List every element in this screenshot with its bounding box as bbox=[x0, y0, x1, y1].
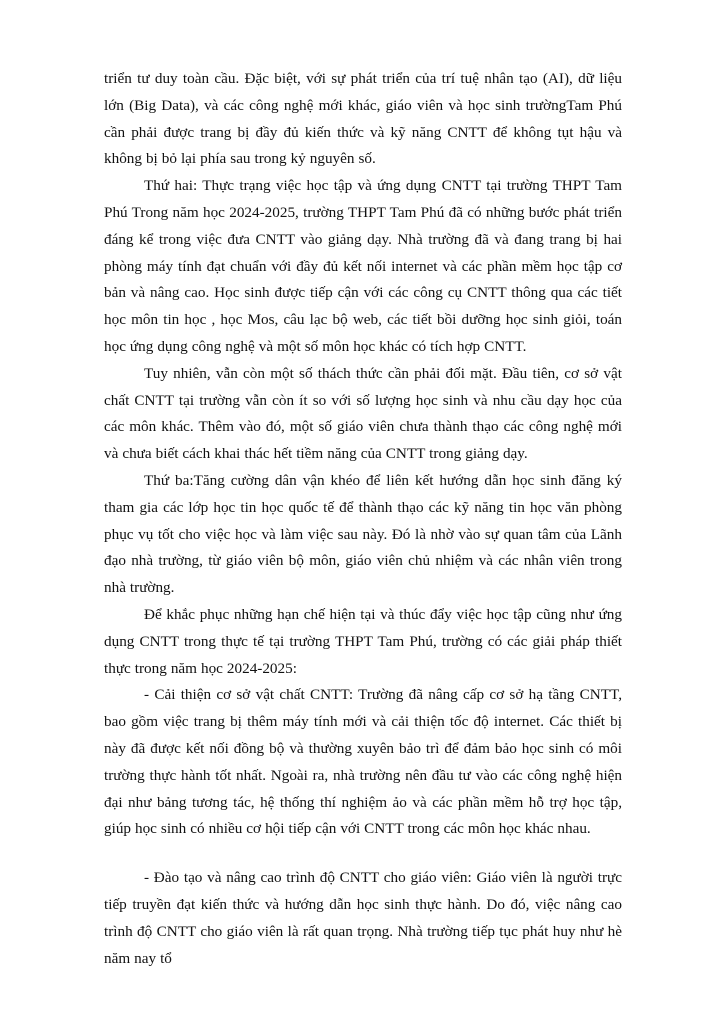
paragraph-dao-tao-giao-vien: - Đào tạo và nâng cao trình độ CNTT cho giáo viên: Giáo viên là người trực tiếp truyền đạt kiến thức và hướng dẫn học sinh thực hành. Do đó, việc nâng cao trình độ CNTT cho giáo viên là rất quan trọng. Nhà trường tiếp tục phát huy như hè năm nay tổ bbox=[104, 869, 622, 967]
paragraph-giai-phap-intro: Để khắc phục những hạn chế hiện tại và thúc đẩy việc học tập cũng như ứng dụng CNTT trong thực tế tại trường THPT Tam Phú, trường có các giải pháp thiết thực trong năm học 2024-2025: bbox=[104, 605, 622, 677]
document-body bbox=[104, 66, 622, 972]
paragraph-co-so-vat-chat: - Cải thiện cơ sở vật chất CNTT: Trường đã nâng cấp cơ sở hạ tầng CNTT, bao gồm việc trang bị thêm máy tính mới và cải thiện tốc độ internet. Các thiết bị này đã được kết nối đồng bộ và thường xuyên bảo trì để đảm bảo học sinh có môi trường thực hành tốt nhất. Ngoài ra, nhà trường nên đầu tư vào các công nghệ hiện đại như bảng tương tác, hệ thống thí nghiệm ảo và các phần mềm hỗ trợ học tập, giúp học sinh có nhiều cơ hội tiếp cận với CNTT trong các môn học khác nhau. bbox=[104, 686, 622, 838]
paragraph-thach-thuc: Tuy nhiên, vẫn còn một số thách thức cần phải đối mặt. Đầu tiên, cơ sở vật chất CNTT tại trường vẫn còn ít so với số lượng học sinh và nhu cầu dạy học của các môn khác. Thêm vào đó, một số giáo viên chưa thành thạo các công nghệ mới và chưa biết cách khai thác hết tiềm năng của CNTT trong giảng dạy. bbox=[104, 364, 622, 463]
paragraph-spacer bbox=[104, 843, 622, 865]
paragraph-thu-ba: Thứ ba:Tăng cường dân vận khéo để liên kết hướng dẫn học sinh đăng ký tham gia các lớp học tin học quốc tế để thành thạo các kỹ năng tin học văn phòng phục vụ tốt cho việc học và làm việc sau này. Đó là nhờ vào sự quan tâm của Lãnh đạo nhà trường, từ giáo viên bộ môn, giáo viên chủ nhiệm và các nhân viên trong nhà trường. bbox=[104, 471, 622, 597]
paragraph-thu-hai: Thứ hai: Thực trạng việc học tập và ứng dụng CNTT tại trường THPT Tam Phú Trong năm học 2024-2025, trường THPT Tam Phú đã có những bước phát triển đáng kể trong việc đưa CNTT vào giảng dạy. Nhà trường đã và đang trang bị hai phòng máy tính đạt chuẩn với đầy đủ kết nối internet và các phần mềm học tập cơ bản và nâng cao. Học sinh được tiếp cận với các công cụ CNTT thông qua các tiết học môn tin học , học Mos, câu lạc bộ web, các tiết bồi dưỡng học sinh giỏi, toán học ứng dụng công nghệ và một số môn học khác có tích hợp CNTT. bbox=[104, 177, 622, 355]
paragraph-continuation: triển tư duy toàn cầu. Đặc biệt, với sự phát triển của trí tuệ nhân tạo (AI), dữ liệu lớn (Big Data), và các công nghệ mới khác, giáo viên và học sinh trườngTam Phú cần phải được trang bị đầy đủ kiến thức và kỹ năng CNTT để không tụt hậu và không bị bỏ lại phía sau trong kỷ nguyên số. bbox=[104, 70, 622, 168]
